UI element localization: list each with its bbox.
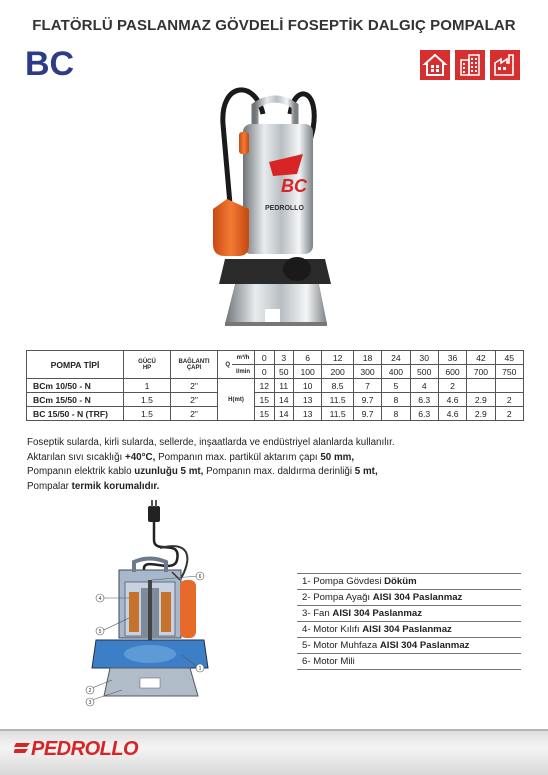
h-cell: 2 [495,407,523,421]
h-cell: 14 [274,407,294,421]
h-cell: 12 [255,379,275,393]
callout-6: 6 [198,574,202,580]
q-lmin-cell: 600 [438,365,466,379]
pump-photo [195,84,340,344]
photo-brand-label: PEDROLLO [265,205,304,212]
list-item: 3- Fan AISI 304 Paslanmaz [297,606,521,622]
hp-cell: 1.5 [124,407,171,421]
list-item: 4- Motor Kılıfı AISI 304 Paslanmaz [297,622,521,638]
callout-5: 5 [98,629,102,635]
unit-m3h: m³/h [232,351,255,365]
h-cell: 8 [382,393,410,407]
h-cell: 6.3 [410,407,438,421]
model-name: BC [25,45,75,83]
h-cell: 15 [255,393,275,407]
q-m3h-cell: 45 [495,351,523,365]
q-m3h-cell: 36 [438,351,466,365]
h-cell [467,379,495,393]
description [27,436,517,494]
h-cell: 11.5 [322,393,354,407]
h-cell: 2 [495,393,523,407]
conn-cell: 2" [171,379,218,393]
house-icon [420,50,450,80]
q-lmin-cell: 50 [274,365,294,379]
desc-line: Pompanın elektrik kablo uzunluğu 5 mt, Pompanın max. daldırma derinliği 5 mt, [27,466,378,478]
h-cell: 4.6 [438,407,466,421]
list-item: 2- Pompa Ayağı AISI 304 Paslanmaz [297,590,521,606]
conn-cell: 2" [171,393,218,407]
callout-4: 4 [98,596,102,602]
h-cell: 6.3 [410,393,438,407]
model-cell: BC 15/50 - N (TRF) [27,407,124,421]
model-cell: BCm 10/50 - N [27,379,124,393]
h-cell: 15 [255,407,275,421]
h-cell [495,379,523,393]
brand-logo: PEDROLLO [31,738,139,760]
desc-line: Foseptik sularda, kirli sularda, sellerde, inşaatlarda ve endüstriyel alanlarda kullanılır. [27,437,395,448]
h-cell: 8.5 [322,379,354,393]
q-m3h-cell: 12 [322,351,354,365]
col-power: GÜCÜ HP [124,351,171,379]
h-label: H(mt) [218,379,255,421]
q-m3h-cell: 6 [294,351,322,365]
h-cell: 13 [294,393,322,407]
list-item: 1- Pompa Gövdesi Döküm [297,573,521,590]
cutaway-diagram [82,500,217,714]
q-lmin-cell: 400 [382,365,410,379]
desc-line: Aktarılan sıvı sıcaklığı +40°C, Pompanın max. partikül aktarım çapı 50 mm, [27,451,355,463]
h-cell: 7 [353,379,381,393]
h-cell: 13 [294,407,322,421]
apartment-building-icon [455,50,485,80]
h-cell: 9.7 [353,407,381,421]
table-header-row [27,351,524,365]
h-cell: 11 [274,379,294,393]
q-m3h-cell: 3 [274,351,294,365]
table-row [27,407,524,421]
list-item: 5- Motor Muhfaza AISI 304 Paslanmaz [297,638,521,654]
q-lmin-cell: 100 [294,365,322,379]
photo-model-label: BC [281,176,307,196]
h-cell: 2 [438,379,466,393]
h-cell: 4 [410,379,438,393]
conn-cell: 2" [171,407,218,421]
q-lmin-cell: 500 [410,365,438,379]
model-cell: BCm 15/50 - N [27,393,124,407]
hp-cell: 1.5 [124,393,171,407]
h-cell: 2.9 [467,393,495,407]
col-connection: BAĞLANTI ÇAPI [171,351,218,379]
table-row [27,393,524,407]
q-lmin-cell: 750 [495,365,523,379]
h-cell: 2.9 [467,407,495,421]
q-lmin-cell: 300 [353,365,381,379]
h-cell: 8 [382,407,410,421]
h-cell: 9.7 [353,393,381,407]
h-cell: 5 [382,379,410,393]
callout-1: 1 [198,666,202,672]
footer-divider [0,729,548,731]
hp-cell: 1 [124,379,171,393]
page-title: FLATÖRLÜ PASLANMAZ GÖVDELİ FOSEPTİK DALGIÇ POMPALAR [32,17,516,34]
h-cell: 10 [294,379,322,393]
list-item: 6- Motor Mili [297,654,521,670]
callout-3: 3 [88,700,92,706]
parts-list [297,573,521,670]
q-lmin-cell: 0 [255,365,275,379]
q-m3h-cell: 24 [382,351,410,365]
q-m3h-cell: 30 [410,351,438,365]
h-cell: 14 [274,393,294,407]
unit-lmin: l/min [232,365,255,379]
performance-table [26,350,524,421]
callout-2: 2 [88,688,92,694]
brand-logo-icon [14,740,32,756]
q-label: Q [218,351,233,379]
q-m3h-cell: 42 [467,351,495,365]
q-lmin-cell: 700 [467,365,495,379]
q-lmin-cell: 200 [322,365,354,379]
q-m3h-cell: 18 [353,351,381,365]
q-m3h-cell: 0 [255,351,275,365]
h-cell: 11.5 [322,407,354,421]
table-row [27,379,524,393]
factory-icon [490,50,520,80]
h-cell: 4.6 [438,393,466,407]
desc-line: Pompalar termik korumalıdır. [27,480,160,492]
col-pump-type: POMPA TİPİ [27,351,124,379]
